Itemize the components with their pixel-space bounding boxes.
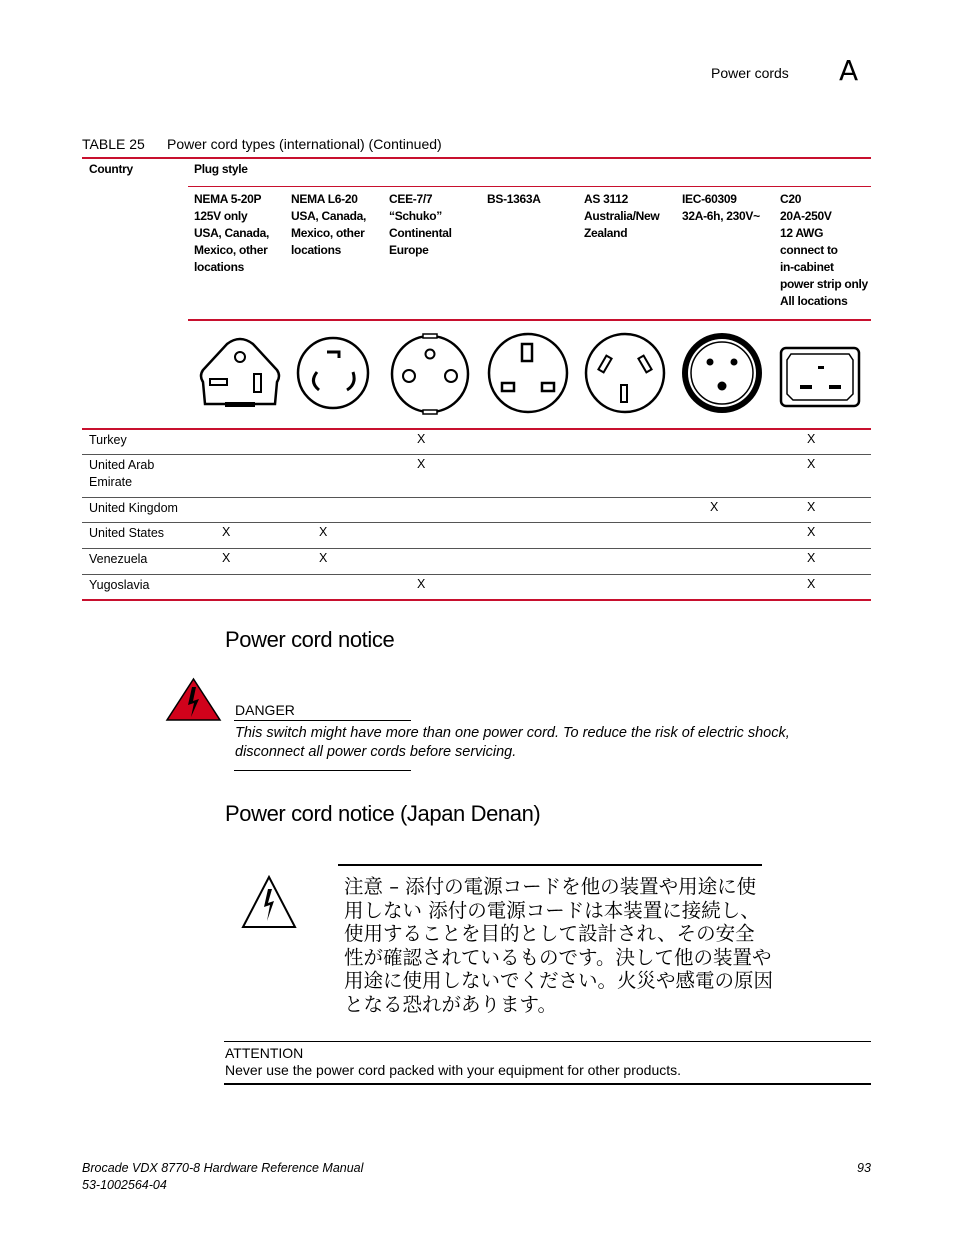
row-turkey-cell-schuko: X [417, 432, 426, 446]
plug-style-rule [188, 186, 871, 187]
row-venezuela-cell-nema-l6-20: X [319, 551, 328, 565]
row-divider [82, 574, 871, 575]
row-yugoslavia-cell-c20: X [807, 577, 816, 591]
table-bottom-rule [82, 599, 871, 601]
row-uae-cell-c20: X [807, 457, 816, 471]
row-country-turkey: Turkey [89, 433, 127, 447]
row-uk-cell-iec-60309: X [710, 500, 719, 514]
row-uk-cell-c20: X [807, 500, 816, 514]
japanese-notice-image [237, 865, 777, 1030]
row-country-venezuela: Venezuela [89, 552, 148, 566]
section-title-power-cord-notice: Power cord notice [225, 627, 395, 652]
row-country-yugoslavia: Yugoslavia [89, 578, 150, 592]
attention-text: Never use the power cord packed with your equipment for other products. [225, 1062, 682, 1078]
nema-l6-20-plug-icon [295, 330, 371, 416]
nema-5-20p-plug-icon [197, 330, 283, 416]
footer-page-number: 93 [857, 1161, 871, 1175]
row-country-united-arab-emirate: United Arab Emirate [89, 458, 155, 489]
row-divider [82, 497, 871, 498]
danger-label-underline [234, 720, 411, 721]
running-head: Power cords [711, 65, 789, 81]
attention-top-rule [224, 1041, 871, 1042]
plug-desc-as-3112: AS 3112 Australia/New Zealand [584, 192, 660, 240]
footer-doc-number: 53-1002564-04 [82, 1178, 167, 1192]
section-title-japan-denan: Power cord notice (Japan Denan) [225, 801, 541, 826]
row-venezuela-cell-c20: X [807, 551, 816, 565]
row-divider [82, 522, 871, 523]
row-divider [82, 454, 871, 455]
row-divider [82, 548, 871, 549]
danger-text: This switch might have more than one power cord. To reduce the risk of electric shock, disconnect all power cords before servicing. [235, 725, 790, 760]
plug-desc-cee-7-7: CEE-7/7 “Schuko” Continental Europe [389, 192, 452, 257]
country-header: Country [89, 162, 133, 176]
footer-title: Brocade VDX 8770-8 Hardware Reference Manual [82, 1161, 364, 1175]
danger-icon [165, 677, 222, 722]
row-us-cell-nema-l6-20: X [319, 525, 328, 539]
row-us-cell-c20: X [807, 525, 816, 539]
plug-style-header: Plug style [194, 162, 248, 176]
row-us-cell-nema-5-20p: X [222, 525, 231, 539]
row-country-united-kingdom: United Kingdom [89, 501, 178, 515]
as-3112-plug-icon [583, 330, 667, 416]
table-caption-text: Power cord types (international) (Continued) [167, 136, 442, 152]
danger-label: DANGER [235, 702, 295, 718]
japanese-notice-text: 注意 – 添付の電源コードを他の装置や用途に使用しない 添付の電源コードは本装置に接続し、使用することを目的として設計され、その安全性が確認されているものです。決して他の装置や用途に使用しないでください。火災や感電の原因となる恐れがあります。 [344, 875, 774, 1016]
plug-desc-bs-1363a: BS-1363A [487, 192, 541, 206]
schuko-plug-icon [389, 330, 471, 416]
row-venezuela-cell-nema-5-20p: X [222, 551, 231, 565]
row-turkey-cell-c20: X [807, 432, 816, 446]
attention-bottom-rule [224, 1083, 871, 1085]
plug-desc-nema-l6-20: NEMA L6-20 USA, Canada, Mexico, other locations [291, 192, 367, 257]
attention-label: ATTENTION [225, 1045, 304, 1061]
plug-desc-iec-60309: IEC-60309 32A-6h, 230V~ [682, 192, 760, 223]
row-country-united-states: United States [89, 526, 165, 540]
appendix-letter: A [839, 54, 859, 87]
table-top-rule [82, 157, 871, 159]
row-uae-cell-schuko: X [417, 457, 426, 471]
plug-desc-nema-5-20p: NEMA 5-20P 125V only USA, Canada, Mexico, other locations [194, 192, 270, 274]
table-number: TABLE 25 [82, 136, 145, 152]
c20-plug-icon [779, 330, 863, 416]
bs-1363a-plug-icon [486, 330, 570, 416]
table-caption [82, 136, 442, 152]
plug-desc-rule [188, 319, 871, 321]
table-body-top-rule [82, 428, 871, 430]
row-yugoslavia-cell-schuko: X [417, 577, 426, 591]
electric-shock-warning-icon [241, 875, 297, 931]
danger-bottom-rule [234, 770, 411, 771]
iec-60309-plug-icon [680, 330, 764, 416]
plug-desc-c20: C20 20A-250V 12 AWG connect to in-cabinet power strip only All locations [780, 192, 868, 308]
